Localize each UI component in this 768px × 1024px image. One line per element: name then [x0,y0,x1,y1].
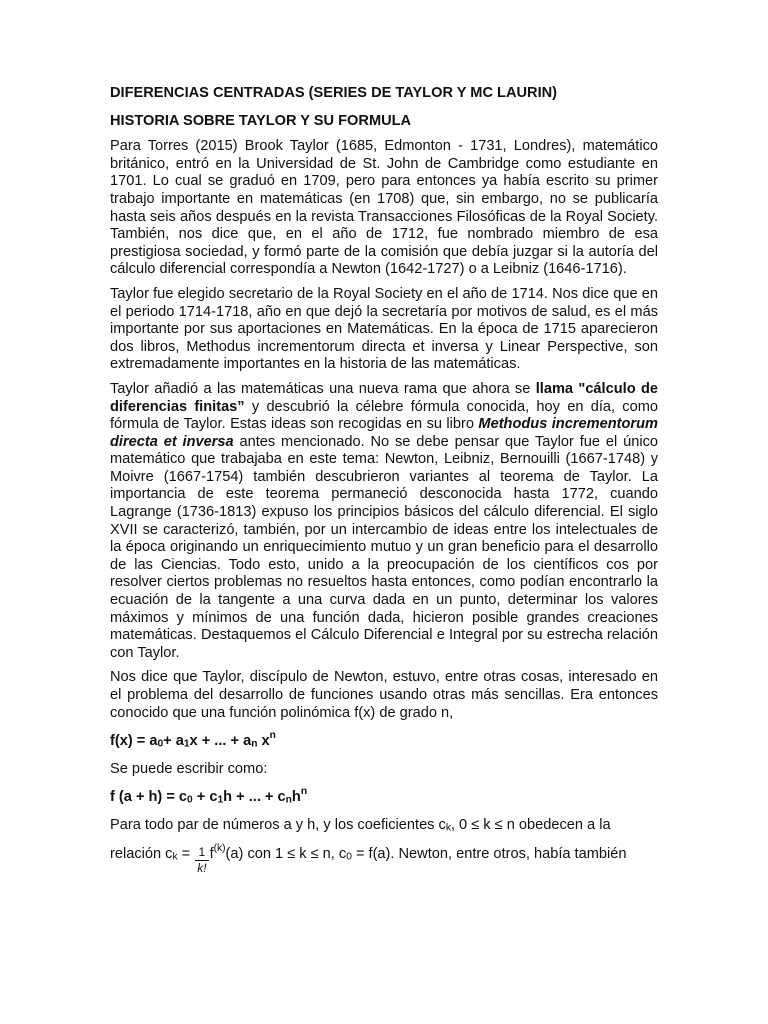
eq1-sub-1: 0 [157,738,164,750]
paragraph-3-text-e: antes mencionado. No se debe pensar que Taylor fue el único matemático que trabajaba en este tema: Newton, Leibniz, Bernouilli (1667-1748) y Moivre (1667-1754) también descubrieron variantes al teorema de Taylor. La importancia de este teorema permaneció desconocida hasta 1772, cuando Lagrange (1736-1813) expuso los principios básicos del cálculo diferencial. El siglo XVII se caracterizó, también, por un intercambio de ideas entre los intelectuales de la época originando un enriquecimiento mutuo y un gran beneficio para el desarrollo de las Ciencias. Todo esto, unido a la preocupación de los científicos cos por resolver ciertos problemas no resueltos hasta entonces, como podían encontrarlo la ecuación de la tangente a una curva dada en un punto, determinar los valores máximos y mínimos de una función dada, hicieron posible grandes creaciones matemáticas. Destaquemos el Cálculo Diferencial e Integral por su estrecha relación con Taylor. [110,433,658,661]
fraction-denominator: k! [197,860,207,875]
paragraph-2: Taylor fue elegido secretario de la Royal Society en el año de 1714. Nos dice que en el periodo 1714-1718, año en que dejó la secretaría por motivos de salud, es el más importante por sus aportaciones en Matemáticas. En la época de 1715 aparecieron dos libros, Methodus incrementorum directa et inversa y Linear Perspective, son extremadamente importantes en la historia de las matemáticas. [110,285,658,373]
p6-part-b: , 0 ≤ k ≤ n obedecen a la [450,816,611,833]
paragraph-3-text-c: y descubrió la célebre fórmula conocida, hoy en día, como fórmula de Taylor. Estas ideas son recogidas en su libro [110,398,658,433]
p7-sub-0: 0 [346,851,352,863]
fraction-numerator: 1 [195,845,208,861]
fraction-1-over-k-factorial [195,845,208,876]
eq1-part-1: f(x) = a [110,733,158,750]
eq1-part-3: x + ... + a [189,733,252,750]
p7-part-e: = f(a). Newton, entre otros, había también [351,845,627,862]
paragraph-7 [110,842,658,876]
eq2-part-2: + c [192,789,218,806]
document-title: DIFERENCIAS CENTRADAS (SERIES DE TAYLOR Y MC LAURIN) [110,85,558,101]
eq1-sub-3: n [251,738,258,750]
paragraph-4: Nos dice que Taylor, discípulo de Newton, estuvo, entre otras cosas, interesado en el problema del desarrollo de funciones usando otras más sencillas. Era entonces conocido que una función polinómica f(x) de grado n, [110,669,658,721]
eq1-part-2: + a [163,733,184,750]
p7-sub-k: k [172,851,178,863]
eq1-sub-2: 1 [183,738,190,750]
p7-part-c: f [209,845,214,862]
eq2-part-1: f (a + h) = c [110,789,188,806]
paragraph-3 [110,381,658,663]
eq1-part-4: x [257,733,270,750]
eq2-part-4: h [291,789,301,806]
paragraph-1: Para Torres (2015) Brook Taylor (1685, Edmonton - 1731, Londres), matemático británico, entró en la Universidad de St. John de Cambridge como estudiante en 1701. Lo cual se graduó en 1709, pero para entonces ya había escrito su primer trabajo importante en matemáticas (en 1708) que, sin embargo, no se publicaría hasta seis años después en la revista Transacciones Filosóficas de la Royal Society. También, nos dice que, en el año de 1712, fue nombrado miembro de esa prestigiosa sociedad, y formó parte de la comisión que debía juzgar si la autoría del cálculo diferencial correspondía a Newton (1642-1727) o a Leibniz (1646-1716). [110,138,658,278]
paragraph-6 [110,817,658,835]
p6-part-a: Para todo par de números a y h, y los coeficientes c [110,816,446,833]
eq2-sup-4: n [300,786,308,798]
p6-sub-k: k [445,822,451,834]
p7-part-d: (a) con 1 ≤ k ≤ n, c [225,845,347,862]
p7-part-b: = [177,845,195,862]
eq2-sub-1: 0 [187,794,193,806]
p7-part-a: relación c [110,845,173,862]
paragraph-3-text-a: Taylor añadió a las matemáticas una nueva rama que ahora se [110,380,536,397]
eq1-sup-4: n [269,730,276,742]
equation-polynomial [110,730,658,751]
eq2-sub-3: n [285,794,292,806]
eq2-sub-2: 1 [217,794,224,806]
equation-expansion [110,786,658,807]
section-heading: HISTORIA SOBRE TAYLOR Y SU FORMULA [110,112,412,129]
p7-sup-k: (k) [213,842,226,854]
paragraph-3-book-title: Methodus incrementorum directa et inversa [110,416,658,450]
paragraph-3-bold-term: llama "cálculo de diferencias finitas” [110,380,659,415]
paragraph-5: Se puede escribir como: [110,760,268,777]
eq2-part-3: h + ... + c [223,789,286,806]
